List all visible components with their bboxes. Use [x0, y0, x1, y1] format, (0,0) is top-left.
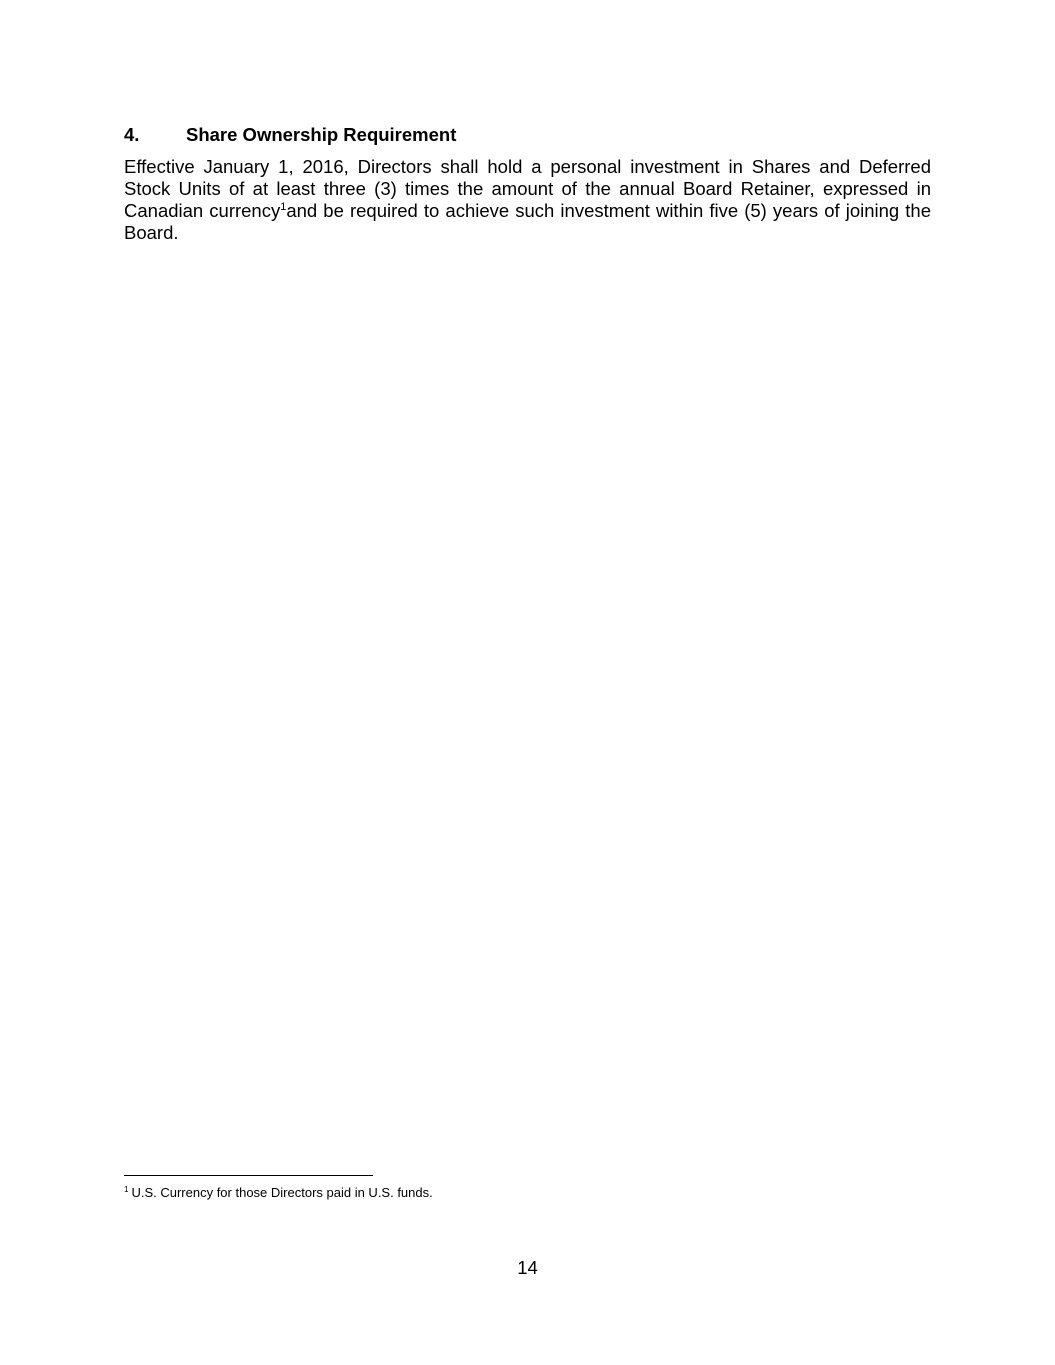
- page-number: 14: [517, 1257, 538, 1278]
- footnote-separator: [124, 1175, 373, 1176]
- footnote-text: U.S. Currency for those Directors paid in U.S. funds.: [131, 1185, 433, 1200]
- section-number: 4.: [124, 124, 140, 145]
- paragraph-text-before-ref: Effective January 1, 2016, Directors shall hold a personal investment in Shares and Deferred Stock Units of at least three (3) times the amount of the annual Board Retainer, expressed in Canadian currency: [124, 156, 931, 221]
- footnote-mark: 1: [124, 1184, 129, 1194]
- footnote: [124, 1185, 433, 1201]
- body-paragraph: [124, 156, 931, 244]
- section-heading: [124, 124, 456, 146]
- footnote-reference[interactable]: 1: [280, 200, 287, 213]
- paragraph-text-after-ref: and be required to achieve such investment within five (5) years of joining the Board.: [124, 200, 932, 243]
- section-title: Share Ownership Requirement: [186, 124, 457, 145]
